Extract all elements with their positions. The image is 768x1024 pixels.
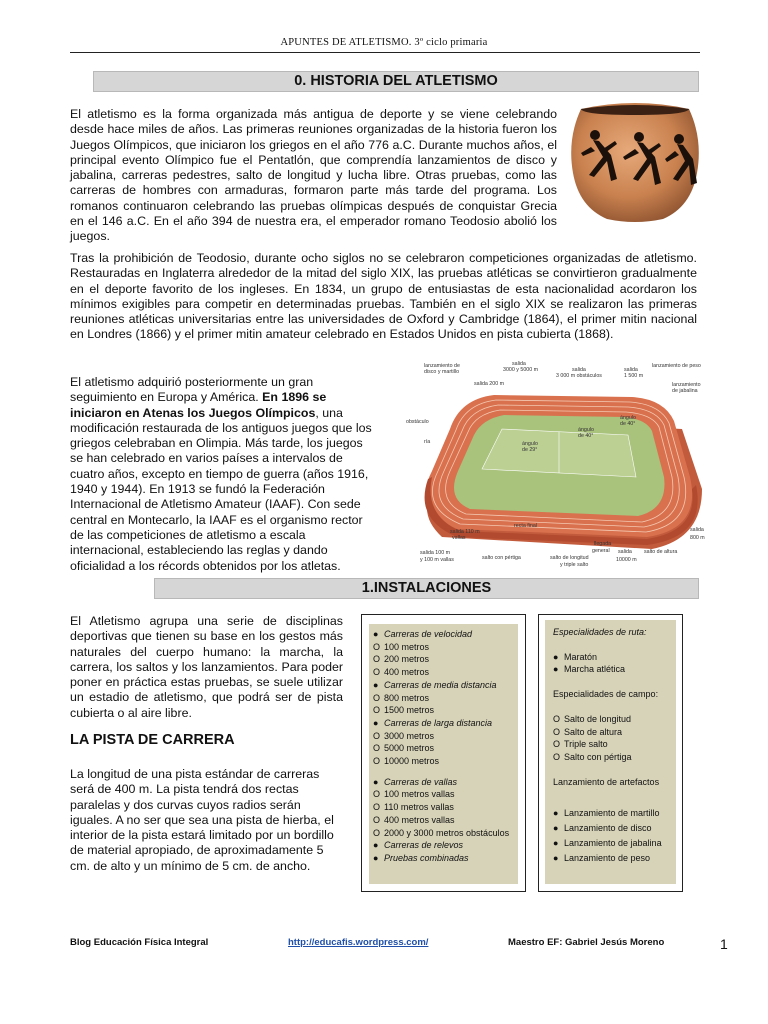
list-item: O 800 metros [373, 692, 430, 703]
section-title-instalaciones: 1.INSTALACIONES [154, 578, 699, 599]
stadium-diagram [402, 359, 718, 571]
stadium-label-2b: 3000 y 5000 m [503, 367, 539, 373]
list-item: O 10000 metros [373, 756, 440, 767]
list-item: O Salto de altura [553, 726, 623, 737]
stadium-label-20a: salida [618, 549, 632, 555]
stadium-label-4a: salida [624, 367, 638, 373]
stadium-label-18b: y triple salto [560, 562, 589, 568]
ruta-title: Especialidades de ruta: [553, 627, 647, 637]
stadium-label-16b: y 100 m vallas [420, 557, 454, 563]
list-spacer [553, 788, 662, 806]
stadium-label-10a: ángulo [620, 415, 636, 421]
stadium-label-15b: 800 m [690, 535, 705, 541]
list-item: O 5000 metros [373, 743, 435, 754]
stadium-label-7a: lanzamiento [672, 382, 701, 388]
list-spacer [373, 768, 509, 776]
list-item: ● Carreras de vallas [373, 776, 458, 787]
stadium-label-18a: salto de longitud [550, 555, 589, 561]
footer-blog-link[interactable]: http://educafis.wordpress.com/ [288, 937, 429, 948]
list-item: ● Carreras de media distancia [373, 679, 497, 690]
track-events-box [361, 614, 526, 892]
paragraph-3-text-a: El atletismo adquirió posteriormente un gran seguimiento en Europa y América. [70, 375, 314, 405]
list-item: O 2000 y 3000 metros obstáculos [373, 827, 510, 838]
list-item: ● Lanzamiento de jabalina [553, 838, 662, 849]
stadium-label-10b: de 40° [620, 421, 636, 427]
list-item: O 100 metros [373, 641, 430, 652]
list-item: O 110 metros vallas [373, 802, 454, 813]
header-rule [70, 52, 700, 53]
paragraph-3-text-b: , una modificación restaurada de los antiguos juegos que los griegos celebraban en Olimpia. Más tarde, los juegos se han celebrado en varios países a intervalos de cuatro años, excepto en tiempo de guerra (años 1916, 1940 y 1944). En 1913 se fundó la Federación Internacional de Atletismo Amateur (IAAF). Con sede central en Montecarlo, la IAAF es el organismo rector de las competiciones de atletismo a escala internacional, estableciendo las reglas y dando oficialidad a los récords obtenidos por los atletas. [70, 405, 372, 573]
list-item: O 3000 metros [373, 730, 435, 741]
stadium-label-1a: lanzamiento de [424, 363, 460, 369]
list-item: ● Maratón [553, 651, 598, 662]
list-item: O 100 metros vallas [373, 789, 455, 800]
stadium-label-21: salto de altura [644, 549, 678, 555]
list-item: ● Carreras de velocidad [373, 629, 473, 639]
subheading-pista: LA PISTA DE CARRERA [70, 732, 235, 748]
field-events-panel [545, 620, 676, 884]
campo-title: Especialidades de campo: [553, 689, 659, 700]
list-item: O 400 metros vallas [373, 814, 455, 825]
stadium-label-11a: ángulo [578, 427, 594, 433]
stadium-label-11b: de 40° [578, 433, 594, 439]
greek-vase-image [567, 99, 703, 223]
stadium-label-6: salida 200 m [474, 381, 505, 387]
field-events-list [553, 626, 662, 866]
stadium-label-5: lanzamiento de peso [652, 363, 701, 369]
stadium-label-14b: vallas [452, 535, 466, 541]
stadium-label-2a: salida [512, 361, 526, 367]
list-item: ● Carreras de relevos [373, 840, 464, 851]
footer-author: Maestro EF: Gabriel Jesús Moreno [508, 937, 665, 948]
stadium-label-3b: 3 000 m obstáculos [556, 373, 602, 379]
list-item: O Salto de longitud [553, 713, 632, 724]
footer-blog-name: Blog Educación Física Integral [70, 937, 209, 948]
list-item: O 200 metros [373, 654, 430, 665]
paragraph-historia-2: Tras la prohibición de Teodosio, durante ocho siglos no se celebraron competiciones organizadas de atletismo. Restauradas en Inglaterra alrededor de la mitad del siglo XIX, las pruebas atléticas se convirtieron gradualmente en el deporte favorito de los ingleses. En 1834, un grupo de entusiastas de esta nacionalidad acordaron los mínimos exigibles para competir en determinadas pruebas. También en el siglo XIX se realizaron las primeras reuniones atléticas universitarias entre las universidades de Oxford y Cambridge (1864), el primer mitin nacional en Londres (1866) y el primer mitin amateur celebrado en Estados Unidos en pista cubierta (1868). [70, 251, 697, 342]
stadium-label-19a: llegada [594, 541, 612, 547]
stadium-label-9: ría [424, 439, 431, 445]
stadium-label-8: obstáculo [406, 419, 429, 425]
list-spacer [553, 676, 662, 688]
stadium-label-14a: salida 110 m [450, 529, 480, 535]
stadium-label-1b: disco y martillo [424, 369, 460, 375]
stadium-label-17: salto con pértiga [482, 555, 521, 561]
paragraph-pista: La longitud de una pista estándar de carreras será de 400 m. La pista tendrá dos rectas paralelas y dos curvas cuyos radios serán iguales. A no ser que sea una pista de hierba, el interior de la pista estará limitado por un bordillo de material apropiado, de aproximadamente 5 cm. de alto y un mínimo de 5 cm. de ancho. [70, 767, 334, 873]
list-spacer [553, 701, 662, 713]
paragraph-historia-3 [70, 375, 374, 574]
paragraph-historia-1: El atletismo es la forma organizada más antigua de deporte y se viene celebrando desde hace miles de años. Las primeras reuniones organizadas de la historia fueron los Juegos Olímpicos, que iniciaron los griegos en el año 776 a.C. Durante muchos años, el principal evento Olímpico fue el Pentatlón, que comprendía lanzamientos de disco y jabalina, carreras pedestres, salto de longitud y lucha libre. Otras pruebas, como las carreras de hombres con armaduras, formaron parte más tarde del programa. Los romanos continuaron celebrando las pruebas olímpicas después de conquistar Grecia en el 146 a.C. En el año 394 de nuestra era, el emperador romano Teodosio abolió los juegos. [70, 107, 557, 244]
field-events-box [538, 614, 683, 892]
track-events-list [373, 628, 509, 865]
stadium-label-7b: de jabalina [672, 388, 698, 394]
stadium-label-12a: ángulo [522, 441, 538, 447]
paragraph-instalaciones-1: El Atletismo agrupa una serie de disciplinas deportivas que tienen su base en los gestos más naturales del cuerpo humano: la marcha, la carrera, los saltos y los lanzamientos. Para poder poner en práctica estas pruebas, se suele utilizar un estadio de atletismo, que podrá ser de pista cubierta o al aire libre. [70, 614, 343, 720]
stadium-label-3a: salida [572, 367, 586, 373]
paragraph-3-highlight: En 1896 se iniciaron en Atenas los Juegos Olímpicos [70, 390, 327, 420]
list-item: ● Pruebas combinadas [373, 852, 469, 863]
stadium-label-20b: 10000 m [616, 557, 637, 563]
list-item: O Triple salto [553, 739, 608, 750]
list-spacer [553, 764, 662, 776]
section-title-historia: 0. HISTORIA DEL ATLETISMO [93, 71, 699, 92]
list-item: ● Lanzamiento de peso [553, 853, 651, 864]
list-item: ● Marcha atlética [553, 664, 626, 675]
stadium-label-15a: salida [690, 527, 704, 533]
list-spacer [553, 639, 662, 651]
stadium-label-16a: salida 100 m [420, 550, 451, 556]
stadium-label-12b: de 29° [522, 447, 538, 453]
page-number: 1 [720, 936, 728, 952]
list-item: O 1500 metros [373, 705, 435, 716]
list-item: O 400 metros [373, 667, 430, 678]
stadium-label-13: recta final [514, 523, 537, 529]
list-item: ● Carreras de larga distancia [373, 717, 493, 728]
list-item: O Salto con pértiga [553, 751, 632, 762]
stadium-label-19b: general [592, 548, 610, 554]
lanzamiento-title: Lanzamiento de artefactos [553, 776, 660, 787]
running-header: APUNTES DE ATLETISMO. 3º ciclo primaria [280, 37, 488, 48]
list-item: ● Lanzamiento de martillo [553, 808, 660, 819]
track-events-panel [369, 624, 518, 884]
list-item: ● Lanzamiento de disco [553, 823, 652, 834]
stadium-label-4b: 1 500 m [624, 373, 644, 379]
